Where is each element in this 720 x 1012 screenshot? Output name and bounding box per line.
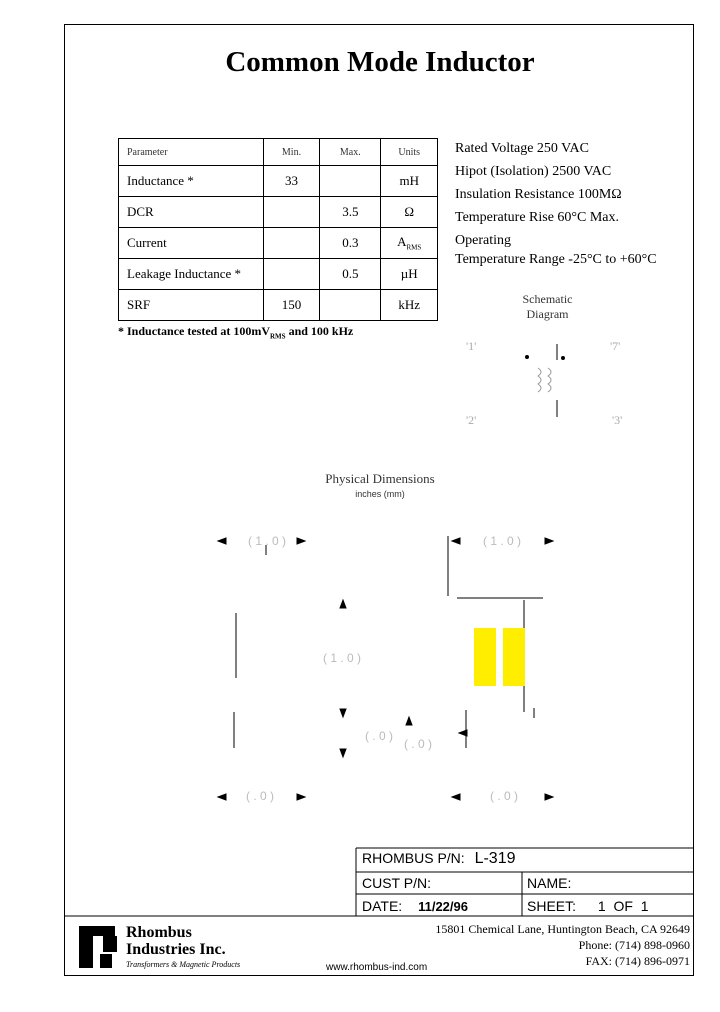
dim-label: ( . 0 ) — [246, 789, 275, 803]
date-cell — [362, 898, 468, 914]
footnote-text: * Inductance tested at 100mV — [118, 324, 270, 338]
rhombus-pn-value: L-319 — [474, 850, 516, 867]
dim-label: ( . 0 ) — [404, 737, 433, 751]
temperature-rise: Temperature Rise 60°C Max. — [455, 210, 620, 225]
row-min: 150 — [263, 290, 319, 321]
row-units: Ω — [381, 197, 438, 228]
schematic-title-line1: Schematic — [522, 292, 573, 306]
footnote-subscript: RMS — [270, 332, 286, 341]
dim-label: ( 1 . 0 ) — [483, 534, 522, 548]
sheet-label: SHEET: — [527, 898, 577, 914]
pin-mark: '7' — [610, 339, 621, 353]
page-title: Common Mode Inductor — [225, 46, 535, 78]
physical-dimensions-title: Physical Dimensions — [325, 471, 435, 486]
schematic-title-line2: Diagram — [526, 307, 569, 321]
component-outline — [234, 536, 543, 748]
winding-highlight — [474, 628, 525, 686]
dimension-arrows — [218, 538, 553, 800]
winding-block-right — [503, 628, 525, 686]
dim-label: ( 1 . 0 ) — [323, 651, 362, 665]
logo-stem — [79, 926, 93, 968]
row-parameter: SRF — [119, 290, 264, 321]
arrow-right — [297, 538, 305, 544]
dim-label: ( 1 . 0 ) — [248, 534, 287, 548]
arrow-up — [340, 749, 346, 757]
pin-mark: '1' — [466, 339, 477, 353]
units-text: A — [397, 234, 407, 250]
arrow-down — [340, 709, 346, 717]
arrow-right — [297, 794, 305, 800]
dim-label: ( . 0 ) — [365, 729, 394, 743]
row-units: µH — [381, 259, 438, 290]
schematic-coil-right — [548, 368, 551, 392]
sheet-value: 1 OF 1 — [597, 898, 649, 914]
footnote-text-end: and 100 kHz — [285, 324, 354, 338]
physical-dimensions-units: inches (mm) — [355, 489, 405, 499]
row-max: 0.3 — [320, 228, 381, 259]
date-value: 11/22/96 — [418, 899, 468, 914]
arrow-down — [406, 717, 412, 725]
operating-label: Operating — [455, 233, 511, 248]
company-name-line1: Rhombus — [126, 924, 192, 941]
units-subscript: RMS — [406, 243, 422, 252]
name-label: NAME: — [527, 875, 572, 891]
header-units: Units — [381, 139, 438, 166]
arrow-right — [545, 538, 553, 544]
row-parameter: Inductance * — [119, 166, 264, 197]
logo-arm — [93, 926, 115, 936]
header-min: Min. — [263, 139, 319, 166]
company-tagline: Transformers & Magnetic Products — [126, 960, 241, 969]
cust-pn-label: CUST P/N: — [362, 875, 431, 891]
rated-voltage: Rated Voltage 250 VAC — [455, 141, 589, 156]
row-parameter: DCR — [119, 197, 264, 228]
schematic-dot-left — [526, 356, 529, 359]
hipot-rating: Hipot (Isolation) 2500 VAC — [455, 164, 612, 179]
logo-foot — [100, 954, 112, 968]
row-parameter: Leakage Inductance * — [119, 259, 264, 290]
date-label: DATE: — [362, 898, 403, 914]
company-phone: Phone: (714) 898-0960 — [578, 938, 690, 952]
sheet-cell — [527, 898, 648, 914]
schematic-dot-right — [562, 357, 565, 360]
company-website[interactable]: www.rhombus-ind.com — [326, 962, 428, 973]
arrow-left — [452, 538, 460, 544]
schematic-diagram — [466, 339, 622, 427]
insulation-resistance: Insulation Resistance 100MΩ — [455, 187, 622, 202]
arrow-left — [218, 794, 226, 800]
winding-block-left — [474, 628, 496, 686]
arrow-left — [452, 794, 460, 800]
row-parameter: Current — [119, 228, 264, 259]
company-name — [126, 924, 226, 958]
pin-mark: '2' — [466, 413, 477, 427]
temperature-range: Temperature Range -25°C to +60°C — [455, 252, 657, 267]
arrow-left — [218, 538, 226, 544]
logo-bowl — [103, 936, 117, 952]
rhombus-logo-mark — [79, 926, 117, 968]
row-min: 33 — [263, 166, 319, 197]
header-max: Max. — [320, 139, 381, 166]
company-fax: FAX: (714) 896-0971 — [585, 954, 690, 968]
dim-label: ( . 0 ) — [490, 789, 519, 803]
schematic-coil-left — [538, 368, 541, 392]
arrow-right — [545, 794, 553, 800]
row-max: 3.5 — [320, 197, 381, 228]
company-name-line2: Industries Inc. — [126, 941, 226, 958]
arrow-up — [340, 600, 346, 608]
pin-mark: '3' — [612, 413, 623, 427]
header-parameter: Parameter — [119, 139, 264, 166]
row-units: kHz — [381, 290, 438, 321]
row-max: 0.5 — [320, 259, 381, 290]
rhombus-pn-label: RHOMBUS P/N: — [362, 850, 465, 866]
company-address: 15801 Chemical Lane, Huntington Beach, CA 92649 — [435, 922, 690, 936]
rhombus-pn-cell — [362, 850, 516, 868]
row-units: mH — [381, 166, 438, 197]
